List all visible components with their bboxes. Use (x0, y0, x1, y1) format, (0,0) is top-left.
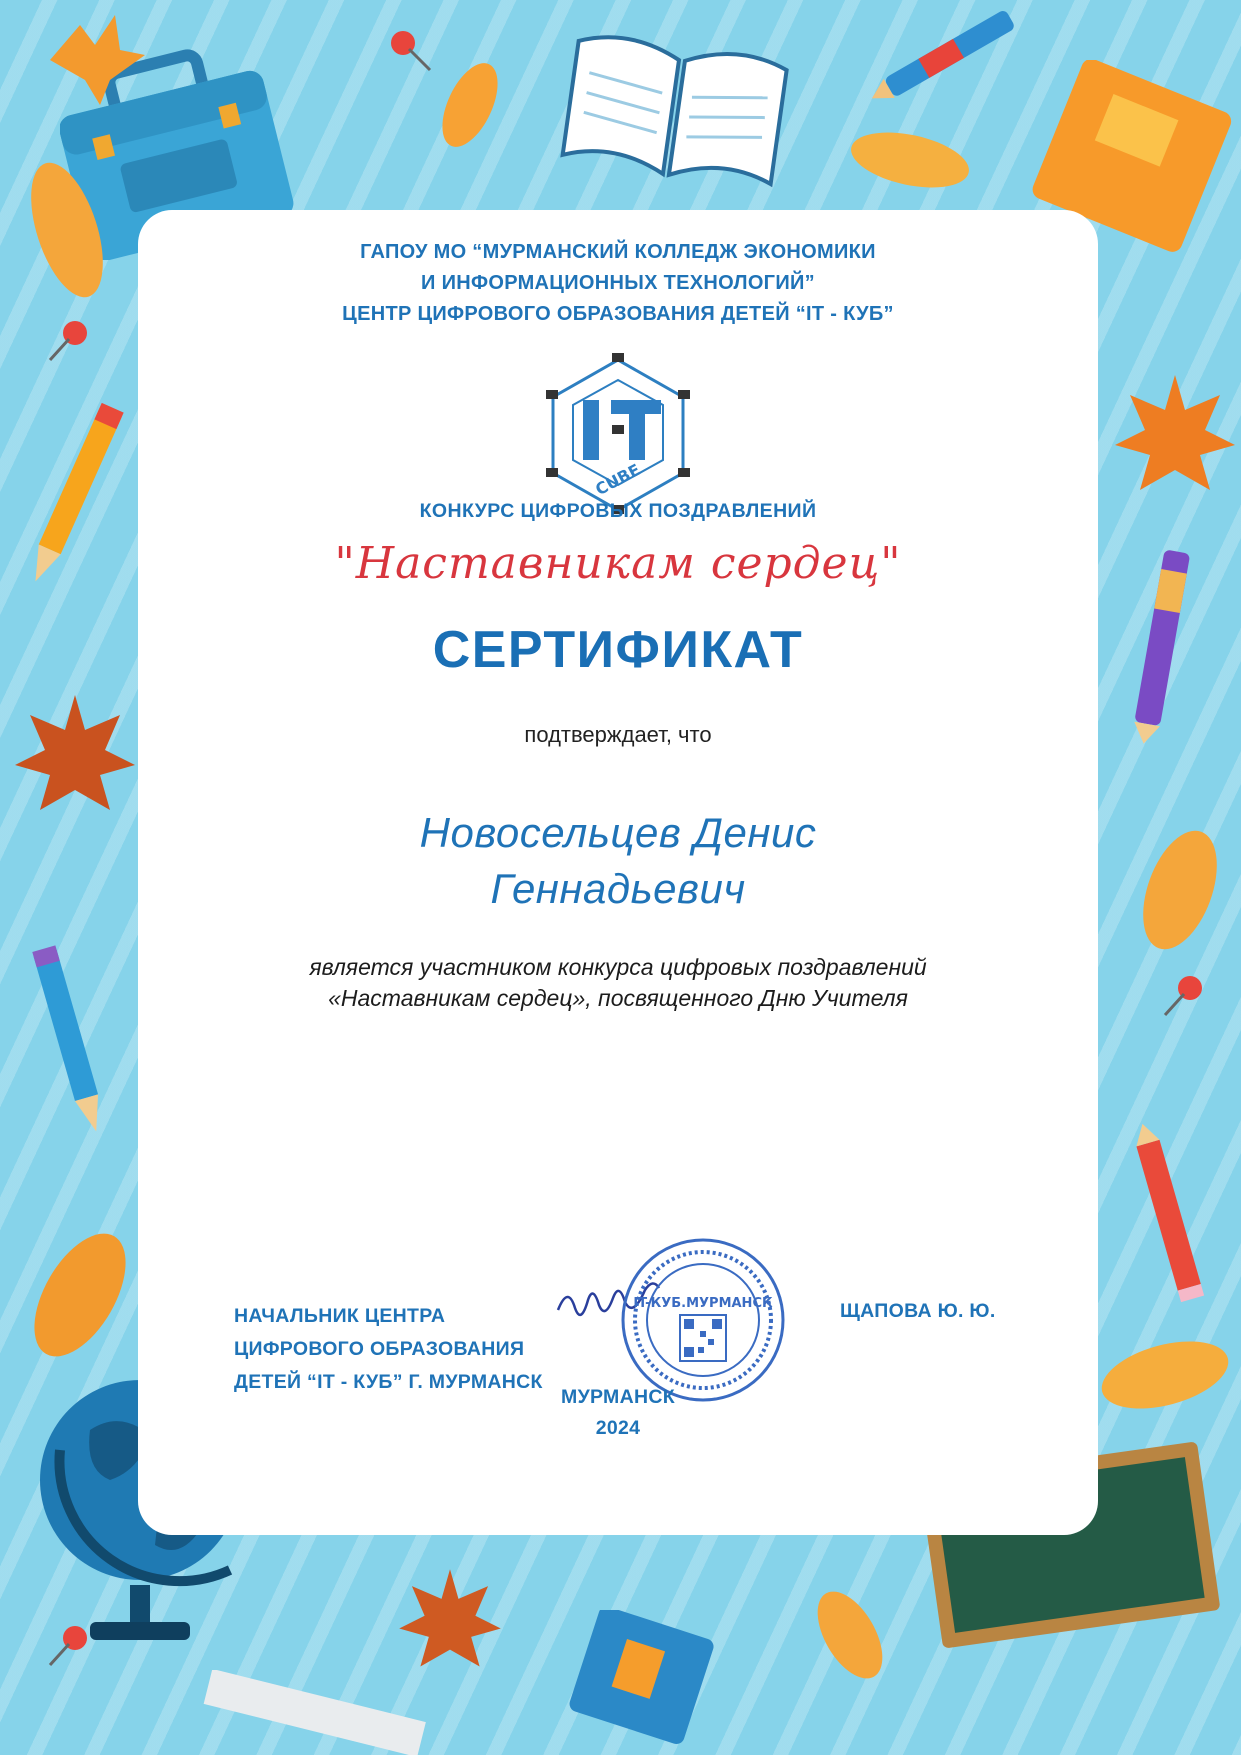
leaf-icon (1090, 1320, 1240, 1430)
footer-year: 2024 (595, 1417, 641, 1439)
pen-icon (1120, 540, 1200, 750)
leaf-icon (40, 10, 150, 110)
contest-name-script: "Наставникам сердец" (334, 538, 902, 589)
book-icon (560, 1610, 720, 1750)
leaf-icon (20, 1220, 140, 1370)
footer-location (138, 1382, 1098, 1444)
org-line: И ИНФОРМАЦИОННЫХ ТЕХНОЛОГИЙ” (421, 272, 815, 294)
org-line: ЦЕНТР ЦИФРОВОГО ОБРАЗОВАНИЯ ДЕТЕЙ “IT - КУБ” (342, 303, 894, 325)
role-line: ДЕТЕЙ “IT - КУБ” Г. МУРМАНСК (234, 1371, 543, 1393)
leaf-icon (800, 1580, 900, 1690)
participation-description (138, 952, 1098, 1014)
certificate-title: СЕРТИФИКАТ (432, 621, 804, 679)
recipient-name (138, 805, 1098, 917)
signatory-name: ЩАПОВА Ю. Ю. (840, 1300, 996, 1322)
org-line: ГАПОУ МО “МУРМАНСКИЙ КОЛЛЕДЖ ЭКОНОМИКИ (360, 241, 876, 263)
pencil-icon (20, 395, 130, 595)
role-line: ЦИФРОВОГО ОБРАЗОВАНИЯ (234, 1338, 525, 1360)
open-notebook-icon (560, 25, 790, 195)
maple-leaf-icon (10, 690, 140, 820)
official-stamp (618, 1235, 788, 1405)
recipient-name-line: Новосельцев Денис (419, 809, 817, 856)
pushpin-icon (385, 25, 435, 75)
maple-leaf-icon (395, 1555, 505, 1685)
leaf-icon (840, 120, 980, 200)
certificate-card (138, 210, 1098, 1535)
stamp-text: IT-КУБ.МУРМАНСК (633, 1296, 773, 1311)
contest-title: КОНКУРС ЦИФРОВЫХ ПОЗДРАВЛЕНИЙ (419, 500, 817, 522)
description-line: является участником конкурса цифровых поздравлений (309, 954, 927, 980)
pen-icon (860, 0, 1030, 110)
pushpin-icon (45, 315, 95, 365)
leaf-icon (1130, 820, 1230, 960)
recipient-name-line: Геннадьевич (490, 865, 746, 912)
logo-cube-text: CUBE (592, 459, 644, 500)
maple-leaf-icon (1110, 370, 1240, 500)
footer-city: МУРМАНСК (561, 1386, 675, 1408)
pushpin-icon (1160, 970, 1210, 1020)
pencil-icon (20, 940, 120, 1140)
confirms-text: подтверждает, что (524, 722, 712, 747)
leaf-icon (430, 55, 510, 165)
leaf-icon (22, 150, 112, 310)
pushpin-icon (45, 1620, 95, 1670)
organization-header (138, 237, 1098, 330)
role-line: НАЧАЛЬНИК ЦЕНТРА (234, 1305, 446, 1327)
it-cube-logo (543, 350, 693, 520)
description-line: «Наставникам сердец», посвященного Дню Учителя (328, 985, 908, 1011)
pencil-icon (1120, 1120, 1220, 1320)
